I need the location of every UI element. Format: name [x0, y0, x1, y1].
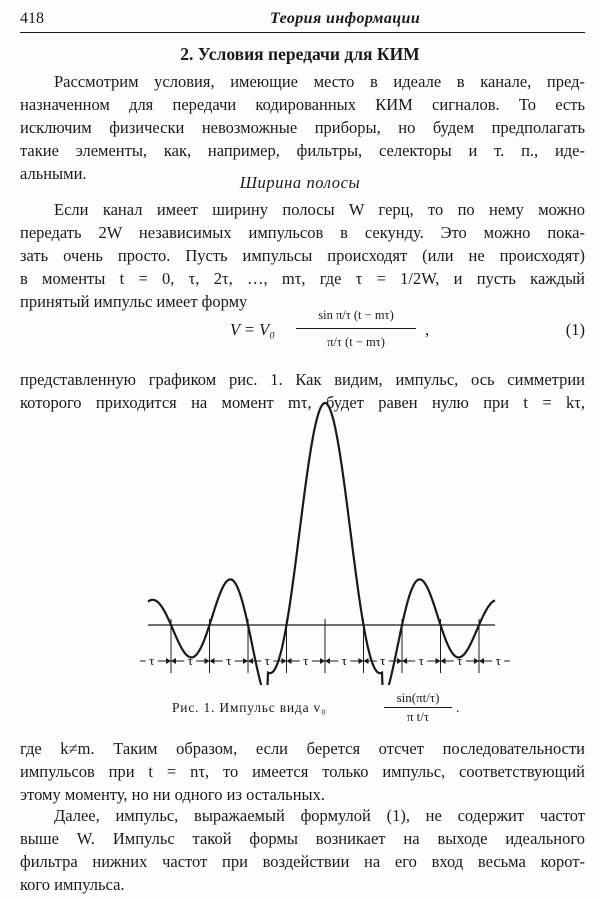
running-title: Теория информации — [270, 10, 421, 27]
tau-label: τ — [226, 653, 232, 668]
bandwidth-paragraph — [20, 198, 585, 313]
text-line: Рассмотрим условия, имеющие место в идеале в канале, пред- — [54, 72, 585, 91]
text-line: Если канал имеет ширину полосы W герц, то по нему можно — [54, 200, 585, 219]
arrow-head — [325, 658, 330, 664]
arrow-head — [243, 658, 248, 664]
page-number: 418 — [20, 10, 44, 27]
arrow-head — [397, 658, 402, 664]
text-line: этому моменту, но ни одного из остальных. — [20, 785, 326, 804]
arrow-head — [479, 658, 484, 664]
caption-fraction — [382, 690, 454, 725]
text-line: такие элементы, как, например, фильтры, селекторы и т. п., иде- — [20, 141, 585, 160]
arrow-head — [205, 658, 210, 664]
subsection-heading: Ширина полосы — [239, 173, 361, 192]
arrow-head — [282, 658, 287, 664]
text-line: передать 2W независимых импульсов в секунду. Это можно пока- — [20, 223, 585, 242]
text-line: которого приходится на момент mτ, будет равен нулю при t = kτ, — [20, 393, 585, 412]
section-heading: 2. Условия передачи для КИМ — [180, 44, 420, 64]
tau-label: τ — [495, 653, 501, 668]
formula-numerator: sin π/τ (t − mτ) — [318, 308, 394, 322]
text-line: фильтра нижних частот при воздействии на его вход весьма корот- — [20, 852, 585, 871]
formula-denominator: π/τ (t − mτ) — [327, 335, 385, 349]
formula-comma: , — [425, 320, 430, 339]
tau-label: τ — [341, 653, 347, 668]
sinc-pulse-curve — [148, 403, 495, 685]
tau-label: τ — [264, 653, 270, 668]
arrow-head — [171, 658, 176, 664]
figure-1 — [140, 395, 510, 685]
closing-paragraph-2 — [20, 804, 585, 896]
closing-paragraph-1 — [20, 737, 585, 806]
arrow-head — [441, 658, 446, 664]
text-line: представленную графиком рис. 1. Как видим, импульс, ось симметрии — [20, 370, 585, 389]
text-line: исключим физически невозможные приборы, но будем предполагать — [20, 118, 585, 137]
formula-fraction — [292, 302, 420, 355]
text-line: выше W. Импульс такой формы возникает на выходе идеального — [20, 829, 585, 848]
formula-1 — [20, 302, 585, 362]
arrow-head — [210, 658, 215, 664]
arrow-head — [320, 658, 325, 664]
caption-numerator: sin(πt/τ) — [396, 690, 440, 705]
figure-caption — [150, 690, 470, 730]
caption-text: Рис. 1. Импульс вида v₀ — [172, 700, 327, 715]
arrow-head — [248, 658, 253, 664]
text-line: в моменты t = 0, τ, 2τ, …, mτ, где τ = 1/2W, и пусть каждый — [20, 269, 585, 288]
text-line: кого импульса. — [20, 875, 125, 894]
tau-label: τ — [380, 653, 386, 668]
tau-label: τ — [418, 653, 424, 668]
caption-denominator: π t/τ — [406, 709, 430, 724]
arrow-head — [359, 658, 364, 664]
tau-label: τ — [457, 653, 463, 668]
caption-period: . — [456, 700, 460, 715]
page-header — [20, 6, 585, 33]
sinc-pulse-plot — [140, 395, 510, 685]
equation-number: (1) — [565, 320, 585, 339]
intro-paragraph — [20, 70, 585, 185]
arrow-head — [287, 658, 292, 664]
arrow-head — [364, 658, 369, 664]
text-line: альными. — [20, 164, 87, 183]
text-line: где k≠m. Таким образом, если берется отсчет последовательности — [20, 739, 585, 758]
arrow-head — [436, 658, 441, 664]
tau-label: τ — [303, 653, 309, 668]
arrow-head — [474, 658, 479, 664]
text-line: назначенном для передачи кодированных КИМ сигналов. То есть — [20, 95, 585, 114]
text-line: зать очень просто. Пусть импульсы происходят (или не происходят) — [20, 246, 585, 265]
tau-label: τ — [187, 653, 193, 668]
fraction-bar — [384, 707, 452, 708]
text-line: Далее, импульс, выражаемый формулой (1), не содержит частот — [54, 806, 585, 825]
arrow-head — [166, 658, 171, 664]
text-line: импульсов при t = nτ, то имеется только импульс, соответствующий — [20, 762, 585, 781]
formula-lhs: V = V₀ — [230, 320, 275, 339]
tau-label: τ — [149, 653, 155, 668]
arrow-head — [402, 658, 407, 664]
text-line: принятый импульс имеет форму — [20, 292, 248, 311]
